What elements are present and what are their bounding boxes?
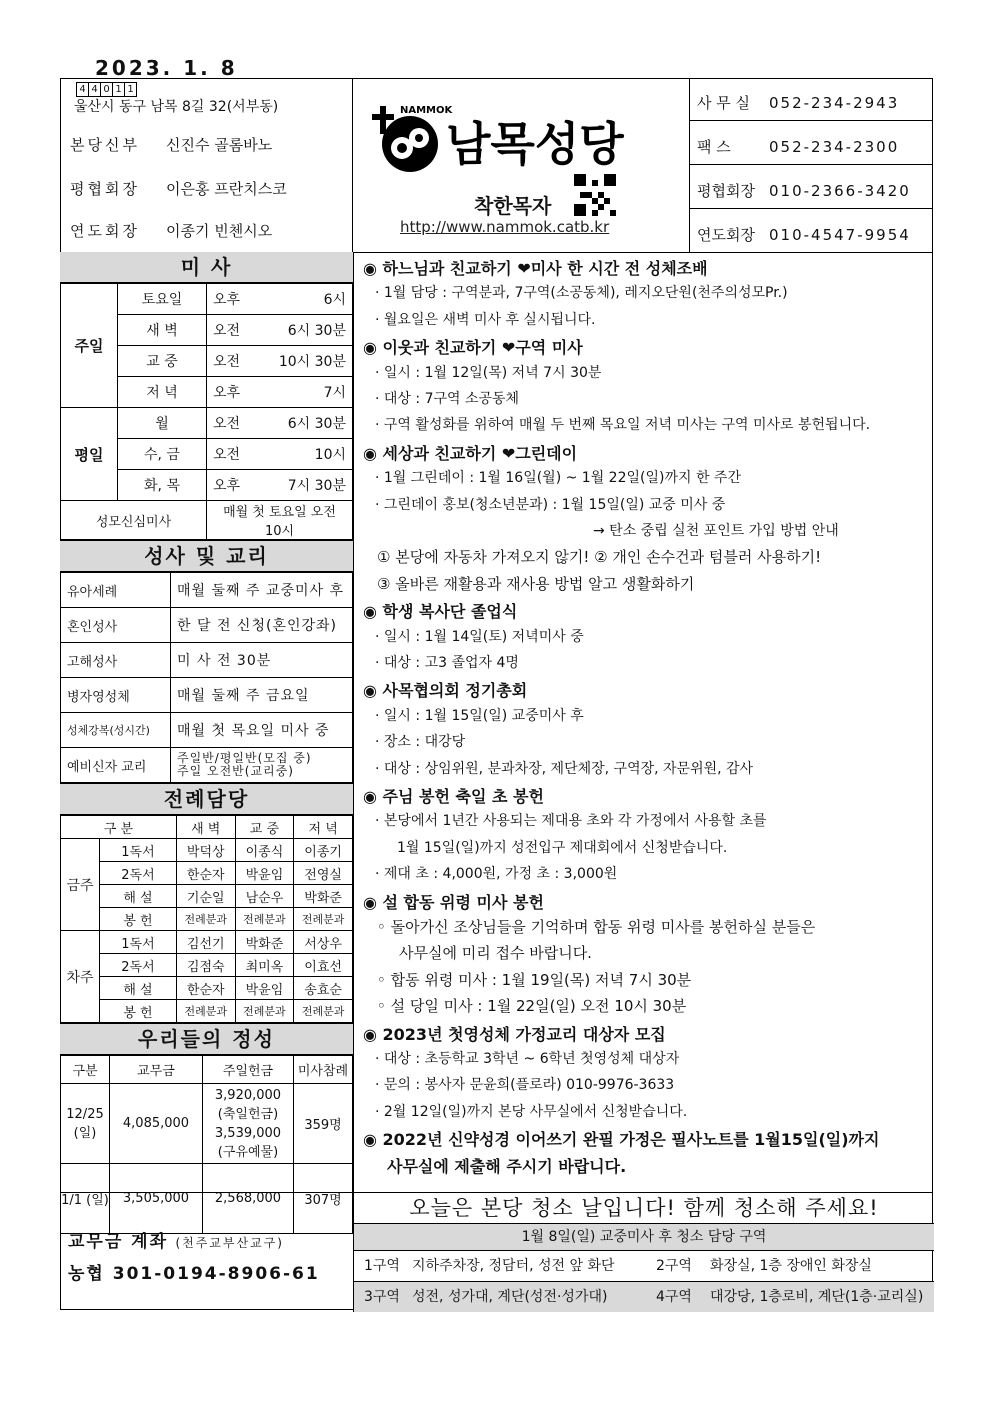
offering-collection: 3,920,000 bbox=[214, 1087, 282, 1103]
account-label-row bbox=[68, 1227, 284, 1252]
table-header bbox=[61, 816, 353, 839]
notice-item: ◦ 돌아가신 조상님들을 기억하며 합동 위령 미사를 봉헌하실 분들은 bbox=[377, 918, 816, 936]
table-row bbox=[61, 1000, 353, 1023]
zone-area: 지하주차장, 정담터, 성전 앞 화단 bbox=[412, 1258, 615, 1274]
contact-value: 010-4547-9954 bbox=[769, 226, 911, 244]
mass-day: 저 녁 bbox=[118, 377, 207, 408]
sacrament-value: 주일반/평일반(모집 중) bbox=[177, 751, 312, 765]
name-cell: 김점숙 bbox=[176, 954, 235, 977]
offering-attendance: 359명 bbox=[294, 1084, 353, 1164]
website-link[interactable]: http://www.nammok.catb.kr bbox=[400, 218, 610, 236]
mass-ampm: 오후 bbox=[207, 377, 270, 408]
slogan: 착한목자 bbox=[474, 194, 552, 218]
account-number: 농협 301-0194-8906-61 bbox=[68, 1264, 320, 1284]
account-bank-note: (천주교부산교구) bbox=[175, 1236, 284, 1250]
name-cell: 박윤임 bbox=[235, 862, 294, 885]
header bbox=[60, 78, 933, 253]
contact-key: 팩 스 bbox=[697, 138, 731, 156]
role-value: 이은홍 프란치스코 bbox=[166, 180, 287, 198]
offering-date: 12/25 (일) bbox=[61, 1084, 110, 1164]
mass-day: 교 중 bbox=[118, 346, 207, 377]
role-cell: 해 설 bbox=[100, 885, 177, 908]
church-logo bbox=[370, 88, 690, 188]
notice-item: · 대상 : 7구역 소공동체 bbox=[375, 391, 520, 407]
notice-item: ① 본당에 자동차 가져오지 않기! ② 개인 손수건과 텀블러 사용하기! bbox=[377, 548, 822, 567]
column-header: 구분 bbox=[61, 1056, 110, 1084]
table-row bbox=[61, 501, 353, 540]
table-row bbox=[61, 608, 353, 643]
bulletin-date: 2023. 1. 8 bbox=[95, 56, 238, 80]
notice-item: 사무실에 미리 접수 바랍니다. bbox=[399, 944, 592, 963]
name-cell: 전례분과 bbox=[235, 1000, 294, 1023]
sacrament-key: 고해성사 bbox=[61, 643, 171, 678]
zone-label: 1구역 bbox=[364, 1258, 400, 1274]
contact-yeondo bbox=[697, 224, 933, 245]
notice-heading: ◉ 사목협의회 정기총회 bbox=[363, 681, 528, 701]
notice-heading: ◉ 이웃과 친교하기 ❤구역 미사 bbox=[363, 338, 583, 358]
zone-area: 화장실, 1층 장애인 화장실 bbox=[710, 1258, 872, 1274]
header-left bbox=[60, 78, 353, 252]
mass-time: 6시 30분 bbox=[269, 408, 353, 439]
table-row bbox=[61, 573, 353, 608]
role-cell: 2독서 bbox=[100, 954, 177, 977]
mass-ampm: 오전 bbox=[207, 408, 270, 439]
role-key: 평협회장 bbox=[70, 180, 140, 198]
name-cell: 전례분과 bbox=[176, 1000, 235, 1023]
offering-dues: 4,085,000 bbox=[110, 1084, 203, 1164]
mass-day: 토요일 bbox=[118, 284, 207, 315]
zip-digit: 0 bbox=[100, 82, 113, 97]
mass-table bbox=[60, 283, 353, 540]
offering-collection: 2,568,000 bbox=[203, 1164, 294, 1234]
notice-item: · 구역 활성화를 위하여 매월 두 번째 목요일 저녁 미사는 구역 미사로 봉헌됩니다. bbox=[375, 417, 871, 434]
mass-day: 수, 금 bbox=[118, 439, 207, 470]
name-cell: 김선기 bbox=[176, 931, 235, 954]
sacrament-key: 혼인성사 bbox=[61, 608, 171, 643]
name-cell: 최미옥 bbox=[235, 954, 294, 977]
role-cell: 봉 헌 bbox=[100, 1000, 177, 1023]
table-row bbox=[61, 931, 353, 954]
role-value: 신진수 골롬바노 bbox=[166, 136, 273, 154]
contact-key: 연도회장 bbox=[697, 226, 755, 244]
liturgy-table bbox=[60, 815, 353, 1023]
table-row bbox=[61, 713, 353, 748]
contact-key: 평협회장 bbox=[697, 182, 755, 200]
notice-heading: ◉ 설 합동 위령 미사 봉헌 bbox=[363, 892, 544, 912]
mass-day: 새 벽 bbox=[118, 315, 207, 346]
notice-item: · 대상 : 상임위원, 분과차장, 제단체장, 구역장, 자문위원, 감사 bbox=[375, 760, 754, 777]
table-row bbox=[61, 1084, 353, 1164]
name-cell: 한순자 bbox=[176, 977, 235, 1000]
divider bbox=[689, 120, 933, 121]
notice-heading: ◉ 하느님과 친교하기 ❤미사 한 시간 전 성체조배 bbox=[363, 259, 708, 278]
name-cell: 서상우 bbox=[294, 931, 353, 954]
sacrament-value: 매월 둘째 주 교중미사 후 bbox=[171, 573, 353, 608]
notice-item: → 탄소 중립 실천 포인트 가입 방법 안내 bbox=[593, 523, 839, 539]
role-value: 이종기 빈첸시오 bbox=[166, 222, 273, 240]
name-cell: 전례분과 bbox=[294, 1000, 353, 1023]
special-mass-label: 성모신심미사 bbox=[61, 501, 207, 540]
name-cell: 남순우 bbox=[235, 885, 294, 908]
sunday-label: 주일 bbox=[61, 284, 118, 408]
header-center bbox=[352, 78, 690, 252]
sacrament-key: 예비신자 교리 bbox=[61, 748, 171, 783]
notice-item: · 1월 그린데이 : 1월 16일(월) ~ 1월 22일(일)까지 한 주간 bbox=[375, 470, 741, 487]
group-label: 금주 bbox=[61, 839, 100, 931]
zone-area: 성전, 성가대, 계단(성전·성가대) bbox=[412, 1289, 608, 1305]
zip-digit: 1 bbox=[112, 82, 125, 97]
offering-collection: (구유예물) bbox=[217, 1144, 279, 1160]
notice-heading: ◉ 세상과 친교하기 ❤그린데이 bbox=[363, 443, 578, 463]
sacrament-key: 병자영성체 bbox=[61, 678, 171, 713]
divider bbox=[689, 208, 933, 209]
offering-collection: (축일헌금) bbox=[217, 1106, 279, 1122]
notice-item: ◦ 합동 위령 미사 : 1월 19일(목) 저녁 7시 30분 bbox=[377, 970, 692, 989]
address: 울산시 동구 남목 8길 32(서부동) bbox=[74, 99, 279, 115]
mass-ampm: 오전 bbox=[207, 346, 270, 377]
notice-item: · 일시 : 1월 14일(토) 저녁미사 중 bbox=[375, 628, 584, 645]
name-cell: 송효순 bbox=[294, 977, 353, 1000]
liturgy-title: 전례담당 bbox=[60, 783, 353, 815]
role-cell: 해 설 bbox=[100, 977, 177, 1000]
name-cell: 전영실 bbox=[294, 862, 353, 885]
mass-time: 6시 bbox=[269, 284, 353, 315]
notice-heading: ◉ 학생 복사단 졸업식 bbox=[363, 602, 518, 622]
mass-title: 미 사 bbox=[60, 252, 353, 283]
logo-small-text: NAMMOK bbox=[400, 105, 453, 116]
column-header: 교 중 bbox=[235, 816, 294, 839]
mass-time: 7시 30분 bbox=[269, 470, 353, 501]
column-header: 미사참례 bbox=[294, 1056, 353, 1084]
sacrament-value: 매월 첫 목요일 미사 중 bbox=[171, 713, 353, 748]
role-key: 연도회장 bbox=[70, 222, 140, 240]
table-row bbox=[61, 748, 353, 783]
notice-item: · 2월 12일(일)까지 본당 사무실에서 신청받습니다. bbox=[375, 1103, 688, 1120]
left-column bbox=[60, 252, 354, 1208]
table-row bbox=[61, 408, 353, 439]
name-cell: 전례분과 bbox=[176, 908, 235, 931]
sacrament-key: 유아세례 bbox=[61, 573, 171, 608]
table-row bbox=[61, 284, 353, 315]
church-name: 남목성당 bbox=[446, 117, 624, 171]
divider bbox=[689, 164, 933, 165]
contact-key: 사 무 실 bbox=[697, 94, 751, 112]
notice-item: · 일시 : 1월 12일(목) 저녁 7시 30분 bbox=[375, 364, 602, 381]
offerings-title: 우리들의 정성 bbox=[60, 1023, 353, 1055]
column-header: 교무금 bbox=[110, 1056, 203, 1084]
notice-item: · 일시 : 1월 15일(일) 교중미사 후 bbox=[375, 707, 584, 724]
role-cell: 봉 헌 bbox=[100, 908, 177, 931]
table-row bbox=[61, 954, 353, 977]
name-cell: 박화준 bbox=[235, 931, 294, 954]
qr-code-icon bbox=[574, 174, 616, 216]
notice-item: · 대상 : 초등학교 3학년 ~ 6학년 첫영성체 대상자 bbox=[375, 1051, 680, 1067]
table-row bbox=[61, 643, 353, 678]
account-label: 교무금 계좌 bbox=[68, 1232, 169, 1252]
zip-code bbox=[76, 82, 136, 97]
zip-digit: 4 bbox=[88, 82, 101, 97]
notice-item: · 그린데이 홍보(청소년분과) : 1월 15일(일) 교중 미사 중 bbox=[375, 496, 726, 513]
notice-item: · 문의 : 봉사자 문윤희(플로라) 010-9976-3633 bbox=[375, 1077, 675, 1094]
role-key: 본당신부 bbox=[70, 136, 140, 154]
column-header: 주일헌금 bbox=[203, 1056, 294, 1084]
role-cell: 1독서 bbox=[100, 931, 177, 954]
name-cell: 박윤임 bbox=[235, 977, 294, 1000]
table-row bbox=[61, 839, 353, 862]
table-row bbox=[61, 908, 353, 931]
name-cell: 전례분과 bbox=[235, 908, 294, 931]
role-yeondo bbox=[70, 220, 272, 241]
mass-time: 10시 bbox=[269, 439, 353, 470]
notice-item: ◦ 설 당일 미사 : 1월 22일(일) 오전 10시 30분 bbox=[377, 997, 687, 1016]
role-pastor bbox=[70, 134, 272, 155]
contact-fax bbox=[697, 136, 933, 157]
name-cell: 이효선 bbox=[294, 954, 353, 977]
table-row bbox=[61, 977, 353, 1000]
sacrament-key: 성체강복(성시간) bbox=[61, 713, 171, 748]
cleaning-subtitle: 1월 8일(일) 교중미사 후 청소 담당 구역 bbox=[353, 1223, 934, 1250]
mass-time: 7시 bbox=[269, 377, 353, 408]
name-cell: 이종식 bbox=[235, 839, 294, 862]
zone-area: 대강당, 1층로비, 계단(1층·교리실) bbox=[710, 1289, 924, 1305]
notice-item: · 1월 담당 : 구역분과, 7구역(소공동체), 레지오단원(천주의성모Pr.) bbox=[375, 285, 788, 302]
notice-item: 1월 15일(일)까지 성전입구 제대회에서 신청받습니다. bbox=[397, 839, 728, 856]
notice-heading: 사무실에 제출해 주시기 바랍니다. bbox=[387, 1156, 627, 1176]
name-cell: 이종기 bbox=[294, 839, 353, 862]
notice-heading: ◉ 2022년 신약성경 이어쓰기 완필 가정은 필사노트를 1월15일(일)까지 bbox=[363, 1130, 880, 1150]
cleaning-row bbox=[353, 1250, 934, 1281]
contact-value: 052-234-2943 bbox=[769, 94, 900, 112]
sacrament-value: 주일 오전반(교리중) bbox=[177, 764, 294, 778]
notice-heading: ◉ 주님 봉헌 축일 초 봉헌 bbox=[363, 787, 544, 806]
role-cell: 1독서 bbox=[100, 839, 177, 862]
sacrament-value: 매월 둘째 주 금요일 bbox=[171, 678, 353, 713]
sacraments-table bbox=[60, 572, 353, 783]
mass-day: 월 bbox=[118, 408, 207, 439]
mass-time: 6시 30분 bbox=[269, 315, 353, 346]
mass-ampm: 오후 bbox=[207, 470, 270, 501]
zip-digit: 4 bbox=[76, 82, 89, 97]
column-header: 구 분 bbox=[61, 816, 177, 839]
mass-day: 화, 목 bbox=[118, 470, 207, 501]
weekday-label: 평일 bbox=[61, 408, 118, 501]
offering-date: 1/1 (일) bbox=[61, 1164, 110, 1234]
contact-office bbox=[697, 92, 933, 113]
sacrament-value: 미 사 전 30분 bbox=[171, 643, 353, 678]
role-cell: 2독서 bbox=[100, 862, 177, 885]
zone-label: 4구역 bbox=[656, 1289, 692, 1305]
table-row bbox=[61, 862, 353, 885]
offering-attendance: 307명 bbox=[294, 1164, 353, 1234]
notice-item: · 월요일은 새벽 미사 후 실시됩니다. bbox=[375, 311, 596, 328]
table-header bbox=[61, 1056, 353, 1084]
contact-council bbox=[697, 180, 933, 201]
offering-collection: 3,539,000 bbox=[214, 1125, 282, 1141]
name-cell: 박덕상 bbox=[176, 839, 235, 862]
group-label: 차주 bbox=[61, 931, 100, 1023]
zip-digit: 1 bbox=[124, 82, 137, 97]
sacraments-title: 성사 및 교리 bbox=[60, 540, 353, 572]
footer bbox=[60, 1192, 933, 1311]
mass-ampm: 오전 bbox=[207, 439, 270, 470]
name-cell: 기순일 bbox=[176, 885, 235, 908]
mass-time: 10시 30분 bbox=[269, 346, 353, 377]
name-cell: 박화준 bbox=[294, 885, 353, 908]
notice-item: · 장소 : 대강당 bbox=[375, 734, 466, 751]
notice-item: · 본당에서 1년간 사용되는 제대용 초와 각 가정에서 사용할 초를 bbox=[375, 813, 767, 830]
name-cell: 한순자 bbox=[176, 862, 235, 885]
table-row bbox=[61, 678, 353, 713]
sacrament-value: 한 달 전 신청(혼인강좌) bbox=[171, 608, 353, 643]
mass-ampm: 오후 bbox=[207, 284, 270, 315]
zone-label: 3구역 bbox=[364, 1289, 400, 1305]
notice-heading: ◉ 2023년 첫영성체 가정교리 대상자 모집 bbox=[363, 1024, 666, 1044]
notice-item: · 제대 초 : 4,000원, 가정 초 : 3,000원 bbox=[375, 866, 618, 883]
zone-label: 2구역 bbox=[656, 1258, 692, 1274]
offering-dues: 3,505,000 bbox=[110, 1164, 203, 1234]
mass-ampm: 오전 bbox=[207, 315, 270, 346]
cleaning-row bbox=[353, 1281, 934, 1312]
column-header: 저 녁 bbox=[294, 816, 353, 839]
name-cell: 전례분과 bbox=[294, 908, 353, 931]
contact-value: 052-234-2300 bbox=[769, 138, 900, 156]
special-mass-value: 매월 첫 토요일 오전 10시 bbox=[207, 501, 353, 540]
table-row bbox=[61, 885, 353, 908]
notice-item: ③ 올바른 재활용과 재사용 방법 알고 생활화하기 bbox=[377, 574, 695, 593]
notice-item: · 대상 : 고3 졸업자 4명 bbox=[375, 655, 519, 671]
column-header: 새 벽 bbox=[176, 816, 235, 839]
header-contacts bbox=[689, 78, 933, 252]
contact-value: 010-2366-3420 bbox=[769, 182, 911, 200]
cleaning-title: 오늘은 본당 청소 날입니다! 함께 청소해 주세요! bbox=[353, 1193, 934, 1223]
role-council bbox=[70, 178, 287, 199]
